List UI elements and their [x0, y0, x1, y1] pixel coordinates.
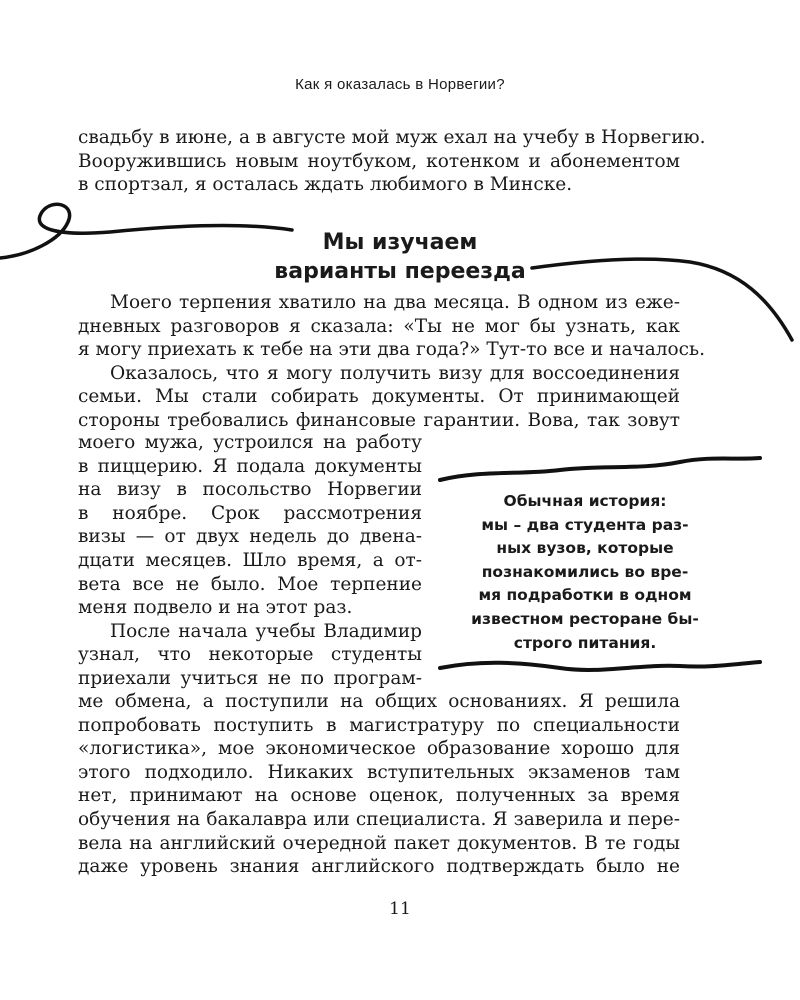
quote-line: известном ресторане бы- [471, 609, 699, 628]
top-paragraph [78, 126, 706, 197]
text-line: вета все не было. Мое терпение [78, 573, 422, 595]
text-line: После начала учебы Владимир [110, 620, 422, 642]
text-line: Моего терпения хватило на два месяца. В одном из еже- [110, 292, 680, 313]
text-line: «логистика», мое экономическое образование хорошо для [78, 738, 680, 760]
text-line: я могу приехать к тебе на эти два года?» Тут-то все и началось. [78, 339, 705, 361]
text-line: моего мужа, устроился на работу [78, 432, 422, 453]
quote-line: познакомились во вре- [481, 562, 689, 581]
quote-line: мя подработки в одном [478, 586, 692, 605]
text-line: приехали учиться не по програм- [78, 667, 422, 689]
sidebar-rule-top [440, 458, 760, 480]
text-line: дцати месяцев. Шло время, а от- [78, 549, 422, 571]
text-line: свадьбу в июне, а в августе мой муж ехал на учебу в Норвегию. [78, 127, 706, 148]
text-line: вела на английский очередной пакет документов. В те годы [78, 832, 680, 854]
text-line: даже уровень знания английского подтверждать было не [78, 856, 680, 878]
text-line: этого подходило. Никаких вступительных экзаменов там [78, 761, 680, 783]
sidebar-rule-bottom [440, 662, 760, 670]
heading-line: Мы изучаем [322, 230, 478, 255]
text-line: на визу в посольство Норвегии [78, 479, 422, 501]
text-line: в пиццерию. Я подала документы [78, 455, 422, 477]
text-line: обучения на бакалавра или специалиста. Я заверила и пере- [78, 808, 680, 830]
text-line: узнал, что некоторые студенты [78, 644, 422, 666]
text-line: дневных разговоров я сказала: «Ты не мог бы узнать, как [78, 315, 680, 337]
quote-line: строго питания. [513, 633, 657, 652]
text-line: меня подвело и на этот раз. [78, 597, 353, 619]
text-line: попробовать поступить в магистратуру по специальности [78, 714, 680, 736]
quote-line: ных вузов, которые [496, 539, 674, 558]
paragraph-3 [78, 690, 680, 879]
quote-line: мы – два студента раз- [481, 515, 689, 534]
running-head: Как я оказалась в Норвегии? [295, 76, 505, 93]
text-line: Оказалось, что я могу получить визу для воссоединения [110, 362, 680, 384]
paragraph-1 [78, 291, 705, 433]
heading-line: варианты переезда [274, 259, 526, 284]
text-line: в спортзал, я осталась ждать любимого в Минске. [78, 174, 573, 196]
wrapped-column [78, 431, 422, 691]
text-line: визы — от двух недель до двена- [78, 526, 422, 548]
text-line: семьи. Мы стали собирать документы. От принимающей [78, 386, 680, 408]
text-line: нет, принимают на основе оценок, полученных за время [78, 785, 680, 807]
text-line: стороны требовались финансовые гарантии. Вова, так зовут [78, 409, 680, 431]
sidebar-quote [440, 490, 730, 655]
page-number: 11 [389, 899, 411, 919]
section-heading [150, 228, 650, 286]
text-line: Вооружившись новым ноутбуком, котенком и абонементом [78, 150, 680, 172]
text-line: ме обмена, а поступили на общих основаниях. Я решила [78, 691, 680, 712]
quote-line: Обычная история: [503, 492, 667, 510]
text-line: в ноябре. Срок рассмотрения [78, 502, 422, 524]
